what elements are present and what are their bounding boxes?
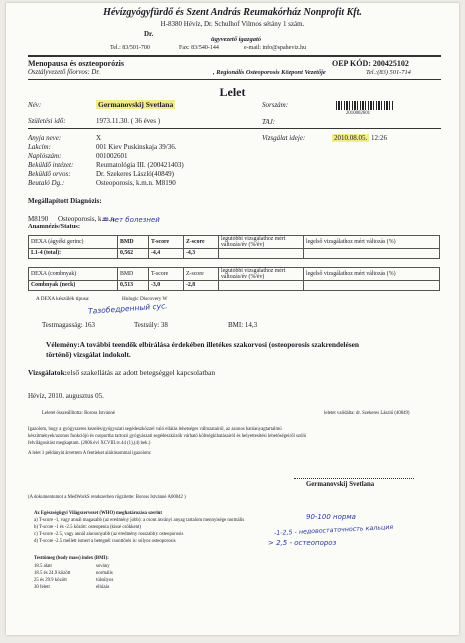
- bmi-row-label: sovány: [96, 564, 110, 569]
- who-d: d) T-score -2.5 mellett ismert a betegnél csonttörés is: súlyos osteoporosis: [34, 539, 176, 544]
- institution-address: H-8380 Hévíz, Dr. Schulhof Vilmos sétány 1 szám.: [160, 20, 305, 28]
- document-title: Lelet: [219, 85, 246, 99]
- validated-by: leletet validálta: dr. Szekeres László (40849): [324, 411, 410, 416]
- birth-date: 1973.11.30. ( 36 éves ): [96, 117, 161, 125]
- handwritten-note-3: 90-100 норма: [306, 513, 356, 521]
- who-title: Az Egészségügyi Világszervezet (WHO) meghatározása szerint: [34, 511, 162, 516]
- ref-institute-label: Beküldő intézet:: [28, 161, 74, 169]
- dexa-femur-region: Combnyak (neck): [29, 281, 118, 291]
- patient-address: 001 Kiev Puskinskaja 39/36.: [96, 143, 177, 151]
- dexa-femur-tscore: -3,0: [149, 281, 184, 291]
- barcode-image: [336, 101, 394, 110]
- bmi-row-range: 30 felett: [34, 585, 50, 590]
- oep-code: OEP KÓD: 200425102: [332, 59, 409, 68]
- institution-tel: Tel.: 83/501-700: [110, 45, 150, 51]
- department-name: Menopausa és oszteoporózis: [28, 59, 124, 68]
- bmi-row-range: 18.5 és 24.9 között: [34, 571, 71, 576]
- exam-date: 2010.08.05. 12:26: [334, 134, 387, 142]
- birth-label: Születési idő:: [28, 117, 66, 125]
- diagnosis-label: Megállapított Diagnózis:: [28, 197, 102, 205]
- legal-line-3: felvilágosítást megkaptam. (2006.évi XCVIII.tv.44 (1),(4) bek.): [28, 441, 151, 446]
- dexa-spine-header-cell: DEXA (ágyéki gerinc): [29, 236, 118, 249]
- ref-institute: Reumatológia III. (200421403): [96, 161, 184, 169]
- who-c: c) T-score -2.5, vagy annál alacsonyabb (az eredmény rosszabb): osteoporosis: [34, 532, 184, 537]
- bmi-row-label: normális: [96, 571, 113, 576]
- bmi-table-title: Testtömeg (body mass) index (BMI):: [34, 556, 109, 561]
- dexa-device-label: A DEXA készülék típusa:: [36, 296, 90, 302]
- diagnosis-text: Osteoporosis, k.m.n.: [58, 215, 116, 223]
- ref-doctor: Dr. Szekeres László(40849): [96, 170, 174, 178]
- anamnesis-label: Anamnézis/Status:: [28, 223, 81, 230]
- compiled-by: Leletet összeállította: Boross Istvánné: [42, 411, 115, 416]
- institution-name: Hévízgyógyfürdő és Szent András Reumakórház Nonprofit Kft.: [103, 7, 362, 18]
- dexa-femur-header-cell: BMD: [118, 268, 149, 281]
- mother-name: X: [96, 134, 102, 142]
- opinion-line-2: történő) vizsgálat indokolt.: [46, 350, 131, 359]
- mother-label: Anyja neve:: [28, 134, 62, 142]
- patient-name: Germanovskij Svetlana: [98, 100, 174, 109]
- institution-email: e-mail: info@spaheviz.hu: [244, 45, 307, 51]
- patient-signature-name: Germanovskij Svetlana: [306, 481, 375, 488]
- handwritten-note-4: -1-2,5 - недовостаточность кальция: [273, 523, 394, 538]
- dexa-femur-header-cell: T-score: [149, 268, 184, 281]
- taj-label: TAJ:: [262, 118, 276, 126]
- header-divider: [28, 55, 441, 57]
- dexa-spine-value-row: [29, 249, 440, 259]
- dexa-femur-bmd: 0,513: [118, 281, 149, 291]
- dexa-femur-header-row: [29, 268, 440, 281]
- bmi-row-range: 18.5 alatt: [34, 564, 52, 569]
- legal-line-2: készítmények/azonos funkciójú és csoportba tartozó gyógyászati segédeszközök várható költségkihatásairól és helyettesítési lehetőségeiről szóló: [28, 434, 307, 439]
- dexa-spine-region: L1-4 (total):: [29, 249, 118, 259]
- dexa-femur-value-row: [29, 281, 440, 291]
- dexa-spine-header-cell: BMD: [118, 236, 149, 249]
- place-date: Hévíz, 2010. augusztus 05.: [28, 392, 104, 400]
- lab-report-page: [6, 3, 459, 635]
- legal-line-4: A lelet 1 példányát átvettem A fentieket aláírásommal igazolom:: [28, 451, 152, 456]
- name-label: Név:: [28, 101, 42, 109]
- opinion-line-1: Vélemény:A további teendők elbírálása érdekében illetékes szakorvosi (osteoporosis szakrendelésen: [46, 340, 359, 349]
- diagnosis-code: M8190: [28, 215, 49, 223]
- height-value: Testmagasság: 163: [42, 321, 95, 329]
- ref-diagnosis-label: Beutaló Dg.:: [28, 179, 65, 187]
- who-a: a) T-score -1, vagy annál magasabb (az eredmény jobb): a csont ásványi anyag tartalom mennyisége normális: [34, 518, 245, 523]
- dexa-spine-change-last: [219, 249, 304, 259]
- serial-number: 2010002601: [346, 111, 370, 116]
- dexa-spine-zscore: -4,3: [184, 249, 219, 259]
- patient-signature-line: [294, 478, 414, 479]
- director-title: ügyvezető igazgató: [211, 36, 262, 43]
- log-label: Naplószám:: [28, 152, 62, 160]
- institution-fax: Fax: 83/540-144: [179, 45, 219, 51]
- who-b: b) T-score -1 és -2.5 között: osteopenia (kissé csökkent): [34, 525, 141, 530]
- bmi-row-label: elhízás: [96, 585, 110, 590]
- bmi-row-label: túlsúlyos: [96, 578, 114, 583]
- handwritten-note-5: > 2,5 - остеопороз: [268, 539, 337, 547]
- handwritten-note-2: Тазобедренный сус.: [87, 301, 168, 316]
- exam-date-label: Vizsgálat ideje:: [262, 134, 306, 142]
- dexa-spine-tscore: -4,4: [149, 249, 184, 259]
- dexa-femur-header-cell: Z-score: [184, 268, 219, 281]
- exams-line: Vizsgálatok:első szakellátás az adott betegséggel kapcsolatban: [28, 368, 216, 377]
- chief-physician: Osztályvezető főorvos: Dr.: [28, 69, 100, 76]
- dexa-spine-header-cell: Z-score: [184, 236, 219, 249]
- legal-line-1: Igazolom, hogy a gyógyszeres kezelés/gyógyszati segédeszközzel való ellátás lehetséges változatairól, az azonos hatóanyagtartalmú: [28, 427, 282, 432]
- dexa-spine-header-row: [29, 236, 440, 249]
- dexa-spine-header-cell: legutóbbi vizsgálathoz mért változás/év (%/év): [219, 236, 304, 249]
- dexa-femur-header-cell: legelső vizsgálathoz mért változás (%): [304, 268, 440, 281]
- dexa-femur-zscore: -2,8: [184, 281, 219, 291]
- bmi-row-range: 25 és 29.9 között: [34, 578, 67, 583]
- department-divider: [28, 79, 441, 80]
- dexa-spine-change-first: [304, 249, 440, 259]
- director-name: Dr.: [144, 30, 154, 38]
- dexa-spine-header-cell: T-score: [149, 236, 184, 249]
- center-tel: Tel.:(83) 501-714: [366, 69, 411, 76]
- bmi-value: BMI: 14,3: [228, 321, 258, 329]
- medworks-note: (A dokumentumot a MedWorkS rendszerben rögzítette: Boross Istvánné A00042 ): [28, 495, 186, 500]
- dexa-spine-bmd: 0,562: [118, 249, 149, 259]
- dexa-spine-table: [28, 235, 440, 259]
- ref-doctor-label: Beküldő orvos:: [28, 170, 71, 178]
- dexa-femur-header-cell: DEXA (combnyak): [29, 268, 118, 281]
- dexa-femur-change-first: [304, 281, 440, 291]
- handwritten-note-1: = нет болезней: [102, 216, 160, 224]
- log-number: 001002601: [96, 152, 128, 160]
- patient-divider: [28, 128, 441, 129]
- ref-diagnosis: Osteoporosis, k.m.n. M8190: [96, 179, 176, 187]
- dexa-femur-table: [28, 267, 440, 291]
- dexa-spine-header-cell: legelső vizsgálathoz mért változás (%): [304, 236, 440, 249]
- dexa-femur-change-last: [219, 281, 304, 291]
- address-label: Lakcím:: [28, 143, 51, 151]
- dexa-device: Hologic Discovery W: [122, 296, 168, 302]
- serial-label: Sorszám:: [262, 101, 289, 109]
- weight-value: Testsúly: 38: [134, 321, 168, 329]
- osteoporosis-center: , Regionális Osteoporosis Központ Vezetője: [213, 69, 326, 76]
- dexa-femur-header-cell: legutóbbi vizsgálathoz mért változás/év (%/év): [219, 268, 304, 281]
